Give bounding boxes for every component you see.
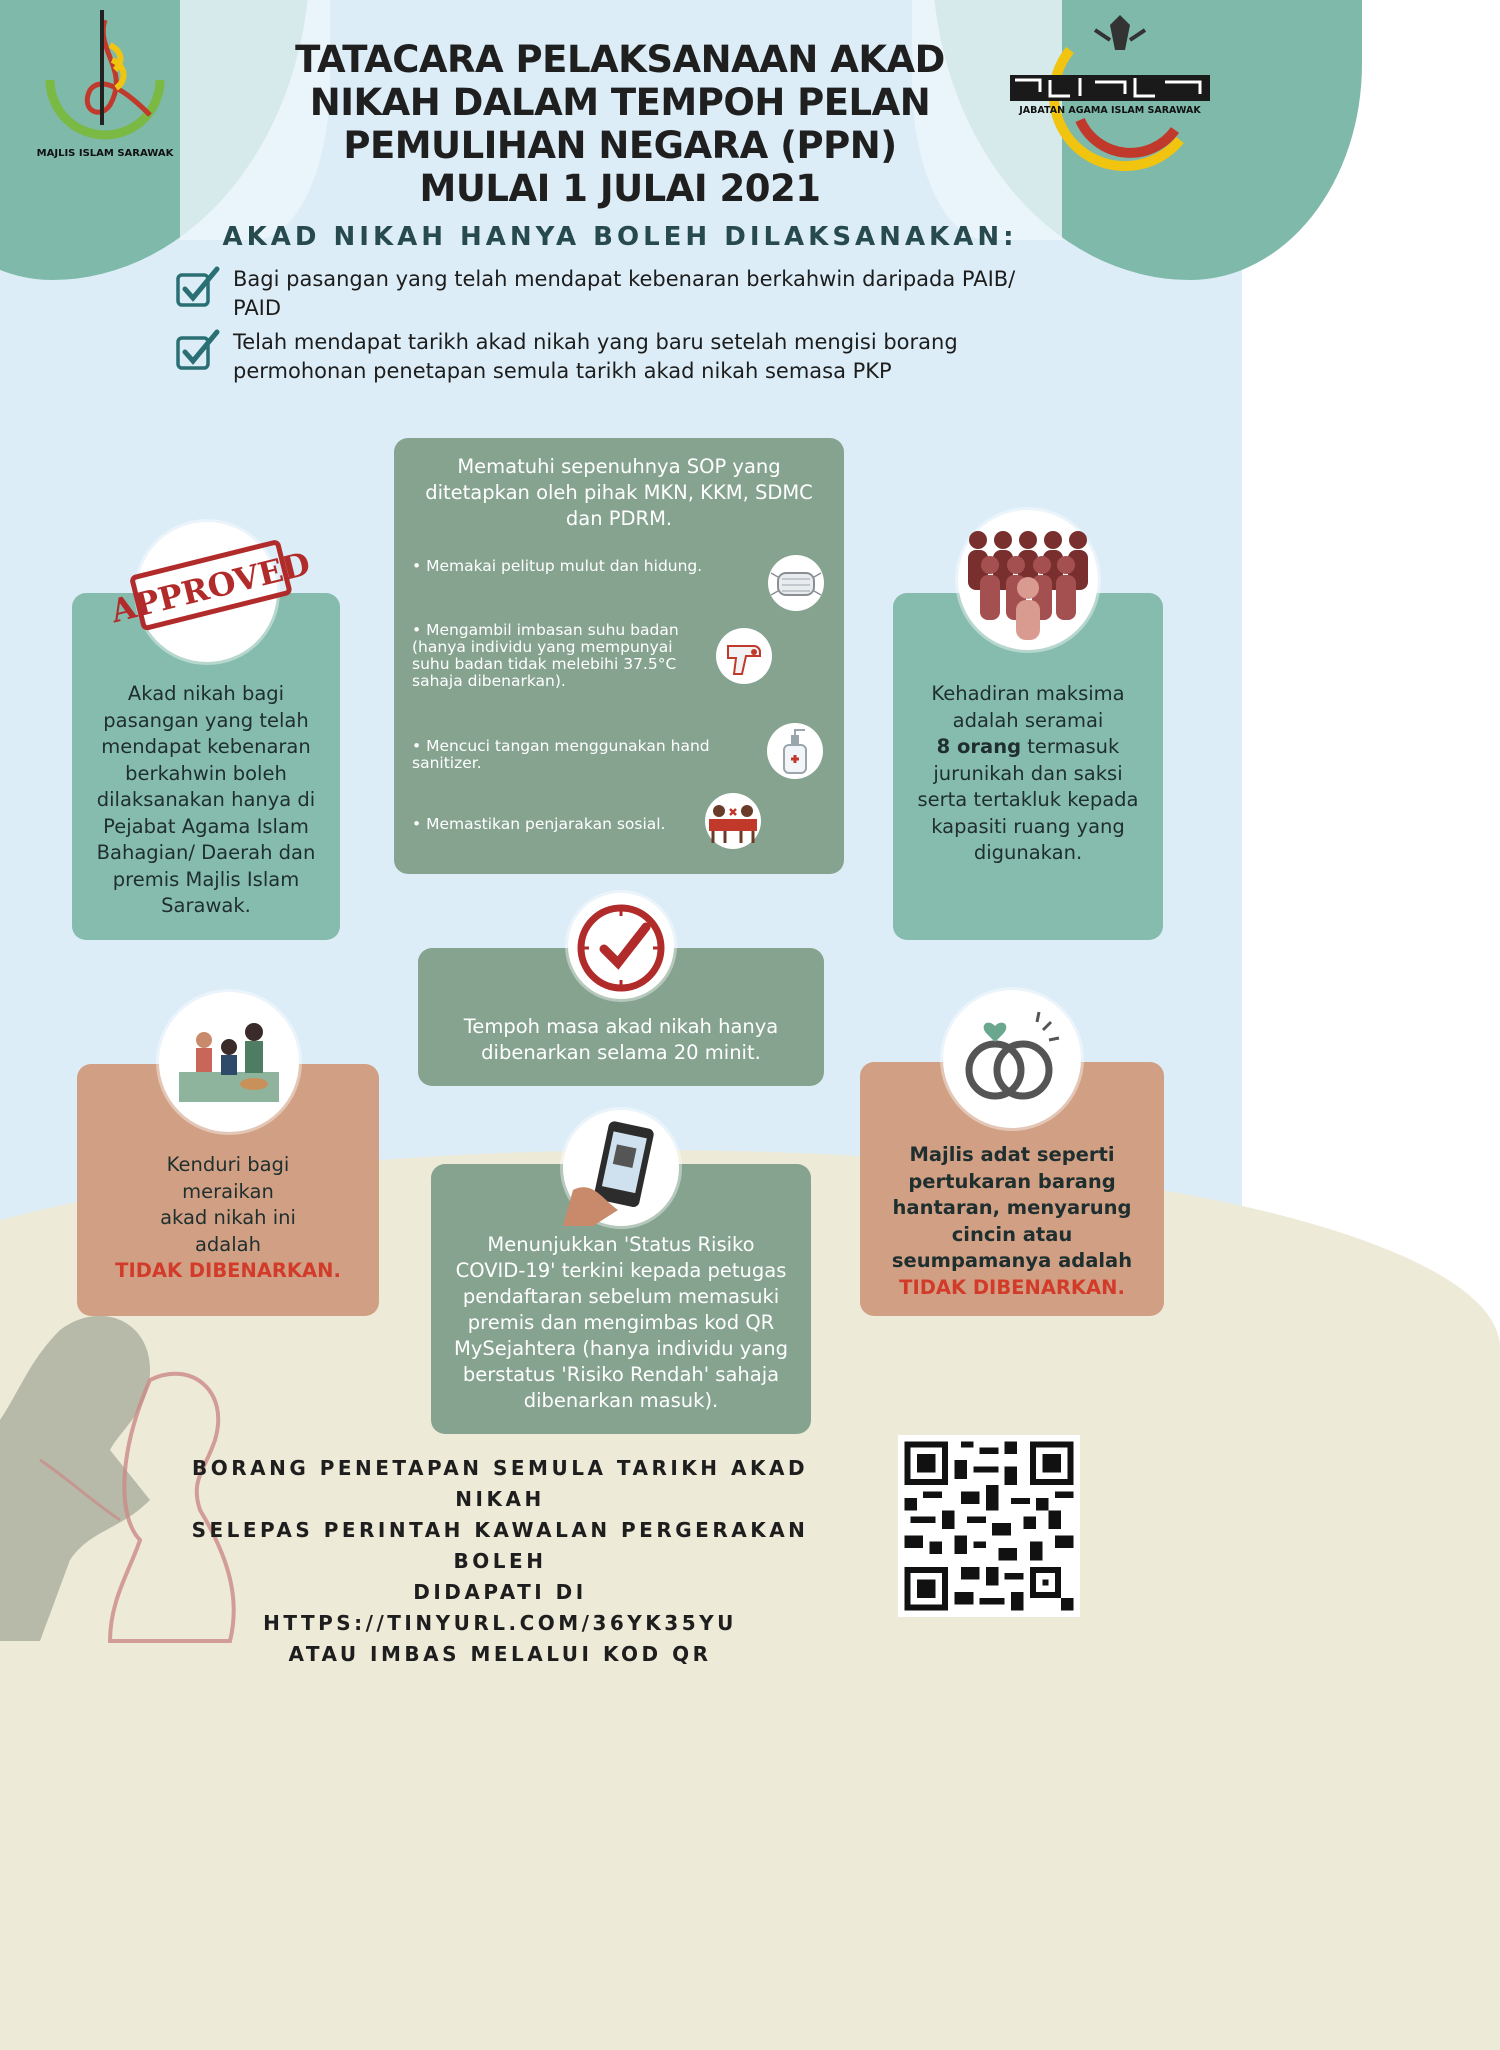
sop-bullet-text: • Mencuci tangan menggunakan hand sanitizer.: [412, 737, 710, 772]
duration-text: Tempoh masa akad nikah hanya dibenarkan selama 20 minit.: [463, 1015, 779, 1064]
attendance-text-pre: Kehadiran maksima: [931, 682, 1125, 705]
left-logo-caption: MAJLIS ISLAM SARAWAK: [36, 148, 174, 159]
phone-qr-scan-icon: [563, 1110, 679, 1226]
checkbox-check-icon: [175, 265, 223, 309]
majlis-islam-sarawak-logo: [30, 10, 180, 170]
footer-line: SELEPAS PERINTAH KAWALAN PERGERAKAN BOLEH: [191, 1518, 809, 1573]
checkbox-check-icon: [175, 328, 223, 372]
feast-text-line: meraikan: [182, 1179, 274, 1203]
sop-bullet-sanitizer: [412, 738, 732, 772]
footer-line: BORANG PENETAPAN SEMULA TARIKH AKAD NIKAH: [191, 1456, 809, 1511]
attendance-count: 8 orang: [936, 735, 1022, 758]
hand-sanitizer-icon: [767, 723, 823, 779]
face-mask-icon: [768, 555, 824, 611]
jabatan-agama-islam-sarawak-logo: [1010, 10, 1220, 160]
poster-title: [250, 38, 990, 210]
feast-gathering-icon: [159, 992, 299, 1132]
qr-code[interactable]: [898, 1435, 1080, 1617]
title-line-2: NIKAH DALAM TEMPOH PELAN: [309, 81, 931, 124]
custom-not-allowed: TIDAK DIBENARKAN.: [899, 1275, 1125, 1299]
sop-bullet-text: • Mengambil imbasan suhu badan (hanya individu yang mempunyai suhu badan tidak melebihi 37.5°C sahaja dibenarkan).: [412, 621, 679, 690]
sop-heading: Mematuhi sepenuhnya SOP yang ditetapkan oleh pihak MKN, KKM, SDMC dan PDRM.: [425, 455, 813, 530]
wedding-rings-icon: [943, 990, 1081, 1128]
condition-text: Bagi pasangan yang telah mendapat kebenaran berkahwin daripada PAIB/ PAID: [233, 267, 1016, 320]
approved-stamp-text: APPROVED: [106, 544, 314, 631]
right-logo-caption: JABATAN AGAMA ISLAM SARAWAK: [1019, 105, 1201, 116]
footer-line: ATAU IMBAS MELALUI KOD QR: [288, 1642, 712, 1666]
attendance-text-post: termasuk jurunikah dan saksi serta tertakluk kepada kapasiti ruang yang digunakan.: [917, 735, 1139, 864]
title-line-3: PEMULIHAN NEGARA (PPN): [343, 124, 897, 167]
custom-ceremony-text: [874, 1142, 1150, 1301]
attendance-text-pre2: adalah seramai: [952, 708, 1104, 732]
sop-bullet: • Memastikan penjarakan sosial.: [412, 815, 666, 833]
footer-line: DIDAPATI DI: [413, 1580, 587, 1604]
custom-ceremony-line: Majlis adat seperti pertukaran barang hantaran, menyarung cincin atau seumpamanya adalah: [891, 1143, 1133, 1272]
footer-url-link[interactable]: HTTPS://TINYURL.COM/36YK35YU: [263, 1611, 737, 1635]
feast-text-line: akad nikah ini: [160, 1206, 296, 1229]
condition-item: [175, 328, 1055, 386]
approved-stamp-icon: [106, 522, 314, 662]
feast-text-line: adalah: [194, 1232, 261, 1256]
section-heading: AKAD NIKAH HANYA BOLEH DILAKSANAKAN:: [222, 222, 1018, 252]
sop-card: [394, 438, 844, 874]
footer-note: [150, 1453, 850, 1670]
title-line-4: MULAI 1 JULAI 2021: [419, 167, 821, 210]
crowd-people-icon: [958, 510, 1098, 650]
feast-text: [97, 1152, 359, 1285]
mysejahtera-text: Menunjukkan 'Status Risiko COVID-19' terkini kepada petugas pendaftaran sebelum memasuki premis dan mengimbas kod QR MySejahtera (hanya individu yang berstatus 'Risiko Rendah' sahaja dibenarkan masuk).: [454, 1233, 788, 1412]
clock-check-icon: [568, 893, 674, 999]
social-distancing-icon: [705, 793, 761, 849]
sop-bullet-temperature: [412, 622, 712, 690]
feast-not-allowed: TIDAK DIBENARKAN.: [115, 1259, 341, 1282]
venue-text: Akad nikah bagi pasangan yang telah mendapat kebenaran berkahwin boleh dilaksanakan hanya di Pejabat Agama Islam Bahagian/ Daerah dan premis Majlis Islam Sarawak.: [96, 682, 316, 917]
sop-bullet: • Memakai pelitup mulut dan hidung.: [412, 557, 703, 575]
condition-item: [175, 265, 1055, 323]
condition-text: Telah mendapat tarikh akad nikah yang baru setelah mengisi borang permohonan penetapan semula tarikh akad nikah semasa PKP: [233, 330, 958, 383]
feast-text-line: Kenduri bagi: [166, 1153, 290, 1176]
thermometer-gun-icon: [716, 628, 772, 684]
title-line-1: TATACARA PELAKSANAAN AKAD: [295, 38, 945, 81]
attendance-text: [911, 681, 1145, 867]
